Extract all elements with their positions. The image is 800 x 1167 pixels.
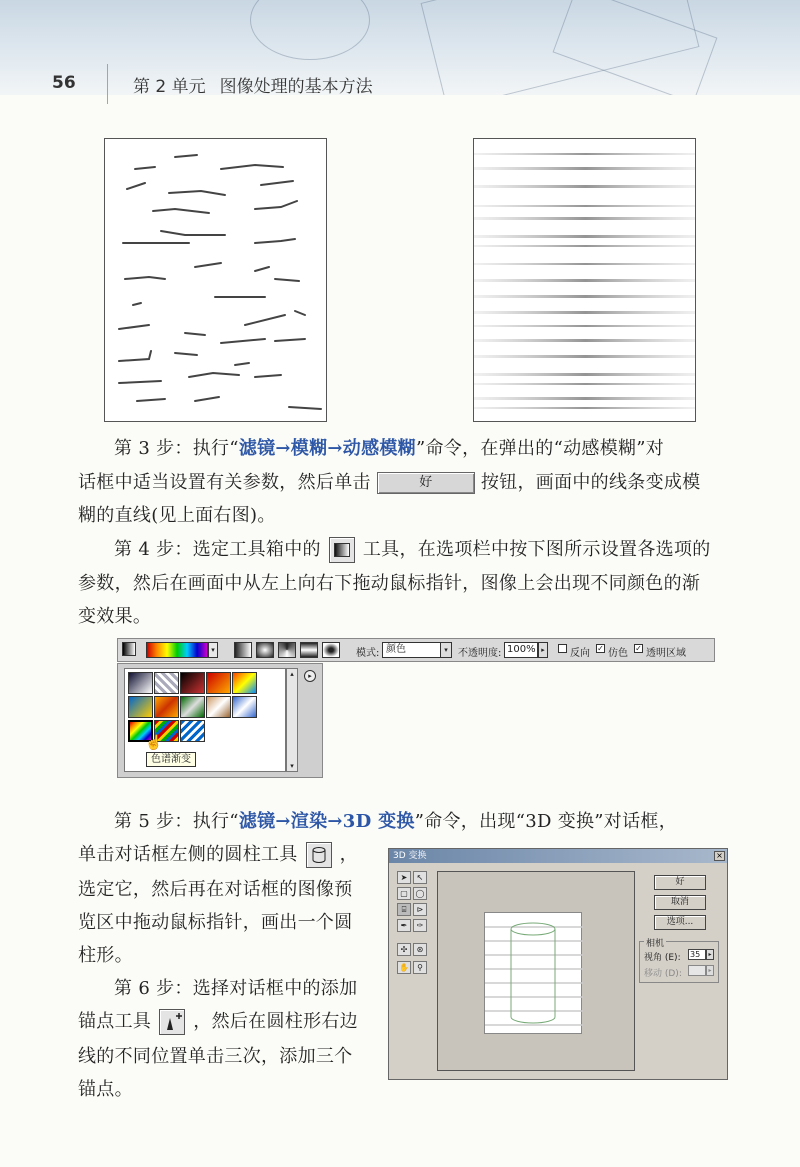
step3-menu-path: 滤镜→模糊→动感模糊 bbox=[238, 438, 416, 459]
step4-line1 bbox=[114, 533, 711, 566]
direct-select-icon[interactable]: ↖ bbox=[413, 871, 427, 884]
mode-label: 模式: bbox=[356, 648, 380, 659]
convert-point-icon[interactable]: ⊳ bbox=[413, 903, 427, 916]
scroll-up-icon[interactable]: ▴ bbox=[290, 670, 294, 678]
preview-image bbox=[484, 912, 582, 1034]
step6-line2-before: 锚点工具 bbox=[78, 1011, 152, 1032]
step6-line1: 第 6 步：选择对话框中的添加 bbox=[114, 978, 358, 999]
reverse-label: 反向 bbox=[570, 648, 590, 659]
step3-line1 bbox=[114, 432, 664, 465]
step5-line2-after: ， bbox=[339, 844, 358, 865]
gradient-swatch[interactable] bbox=[232, 696, 257, 718]
dither-checkbox[interactable]: ✓ bbox=[597, 644, 604, 653]
blurred-lines-drawing bbox=[474, 139, 696, 422]
step4-line1-before: 第 4 步：选定工具箱中的 bbox=[114, 539, 321, 560]
step4-line3: 变效果。 bbox=[78, 606, 152, 627]
step6-line4: 锚点。 bbox=[78, 1079, 133, 1100]
gradient-swatch-icon bbox=[334, 543, 350, 557]
random-lines-drawing bbox=[105, 139, 327, 422]
step6-line3: 线的不同位置单击三次，添加三个 bbox=[78, 1046, 353, 1067]
close-icon[interactable]: × bbox=[714, 851, 725, 861]
ok-button-image: 好 bbox=[377, 472, 475, 494]
pen-plus-glyph-icon bbox=[160, 1010, 184, 1034]
add-anchor-point-icon[interactable]: ✒ bbox=[397, 919, 411, 932]
preview-drawing bbox=[485, 913, 583, 1035]
preview-area[interactable] bbox=[437, 871, 635, 1071]
step3-line3: 糊的直线(见上面右图)。 bbox=[78, 505, 276, 526]
ok-button[interactable]: 好 bbox=[654, 875, 706, 890]
gradient-dropdown-icon[interactable]: ▾ bbox=[208, 642, 218, 658]
diamond-gradient-button[interactable] bbox=[322, 642, 340, 658]
picker-menu-icon[interactable]: ▸ bbox=[304, 670, 316, 682]
reverse-checkbox[interactable] bbox=[558, 644, 567, 653]
cylinder-glyph-icon bbox=[307, 843, 331, 867]
dialog-title: 3D 变换 bbox=[389, 849, 727, 863]
page-number: 56 bbox=[52, 73, 76, 93]
opacity-label: 不透明度: bbox=[458, 648, 502, 659]
step5-line1 bbox=[114, 805, 677, 838]
gradient-swatch[interactable] bbox=[154, 696, 179, 718]
dither-label: 仿色 bbox=[608, 648, 628, 659]
fov-input[interactable]: 35 bbox=[688, 949, 706, 960]
dolly-label: 移动 (D): bbox=[644, 969, 682, 979]
gradient-preview[interactable] bbox=[146, 642, 208, 658]
dolly-input[interactable] bbox=[688, 965, 706, 976]
unit-label: 第 2 单元 bbox=[133, 77, 206, 97]
fov-slider-icon[interactable]: ▸ bbox=[706, 949, 714, 960]
camera-group bbox=[639, 941, 719, 983]
select-arrow-icon[interactable]: ➤ bbox=[397, 871, 411, 884]
step4-line2: 参数，然后在画面中从左上向右下拖动鼠标指针，图像上会出现不同颜色的渐 bbox=[78, 573, 701, 594]
gradient-tool-icon bbox=[329, 537, 355, 563]
dialog-toolbox bbox=[397, 871, 431, 971]
pan-camera-icon[interactable]: ✣ bbox=[397, 943, 411, 956]
step3-line2-before: 话框中适当设置有关参数，然后单击 bbox=[78, 472, 371, 493]
step3-line1-rest: ”命令，在弹出的“动感模糊”对 bbox=[415, 438, 665, 459]
gradient-swatch[interactable] bbox=[128, 672, 153, 694]
gradient-options-bar bbox=[117, 638, 715, 662]
scroll-down-icon[interactable]: ▾ bbox=[290, 762, 294, 770]
gradient-swatch[interactable] bbox=[232, 672, 257, 694]
gradient-swatch[interactable] bbox=[180, 696, 205, 718]
unit-title: 图像处理的基本方法 bbox=[219, 77, 373, 97]
mode-dropdown-icon[interactable]: ▾ bbox=[440, 642, 452, 658]
header-divider bbox=[107, 64, 108, 104]
gradient-swatch[interactable] bbox=[154, 672, 179, 694]
3d-transform-dialog bbox=[388, 848, 728, 1080]
reflected-gradient-button[interactable] bbox=[300, 642, 318, 658]
step5-prefix: 第 5 步：执行“ bbox=[114, 811, 239, 832]
transparency-label: 透明区域 bbox=[646, 648, 686, 659]
running-header bbox=[133, 72, 373, 97]
trackball-icon[interactable]: ⊛ bbox=[413, 943, 427, 956]
canvas-motion-blur-lines bbox=[473, 138, 696, 422]
spectrum-tooltip: 色谱渐变 bbox=[146, 752, 196, 767]
step3-line2-after: 按钮，画面中的线条变成模 bbox=[480, 472, 701, 493]
linear-gradient-button[interactable] bbox=[234, 642, 252, 658]
cylinder-tool-icon[interactable]: ⌸ bbox=[397, 903, 411, 916]
step5-line2 bbox=[78, 838, 358, 871]
opacity-slider-icon[interactable]: ▸ bbox=[538, 642, 548, 658]
dolly-slider-icon[interactable]: ▸ bbox=[706, 965, 714, 976]
step3-prefix: 第 3 步：执行“ bbox=[114, 438, 239, 459]
angle-gradient-button[interactable] bbox=[278, 642, 296, 658]
mode-select[interactable]: 颜色 bbox=[382, 642, 452, 658]
step6-line2 bbox=[78, 1005, 358, 1038]
transparency-checkbox[interactable]: ✓ bbox=[635, 644, 642, 653]
canvas-random-lines bbox=[104, 138, 327, 422]
step5-menu-path: 滤镜→渲染→3D 变换 bbox=[238, 811, 415, 832]
add-anchor-point-icon bbox=[159, 1009, 185, 1035]
tool-preset-icon[interactable] bbox=[122, 642, 136, 656]
step5-line2-before: 单击对话框左侧的圆柱工具 bbox=[78, 844, 298, 865]
step5-line3: 选定它，然后再在对话框的图像预 bbox=[78, 879, 353, 900]
gradient-swatch[interactable] bbox=[206, 696, 231, 718]
fov-label: 视角 (E): bbox=[644, 953, 681, 963]
camera-group-label: 相机 bbox=[644, 936, 666, 949]
opacity-input[interactable]: 100% bbox=[504, 642, 538, 658]
cylinder-tool-icon bbox=[306, 842, 332, 868]
gradient-swatch[interactable] bbox=[128, 696, 153, 718]
options-button[interactable]: 选项... bbox=[654, 915, 706, 930]
gradient-swatch[interactable] bbox=[206, 672, 231, 694]
step5-line5: 柱形。 bbox=[78, 945, 133, 966]
decorative-device-outline bbox=[553, 0, 718, 95]
radial-gradient-button[interactable] bbox=[256, 642, 274, 658]
picker-scrollbar[interactable] bbox=[286, 668, 298, 772]
gradient-swatch[interactable] bbox=[180, 672, 205, 694]
step3-line2 bbox=[78, 466, 700, 499]
step4-line1-after: 工具，在选项栏中按下图所示设置各选项的 bbox=[362, 539, 711, 560]
sphere-tool-icon[interactable]: ◯ bbox=[413, 887, 427, 900]
step5-line1-rest: ”命令，出现“3D 变换”对话框， bbox=[414, 811, 677, 832]
decorative-circle bbox=[250, 0, 370, 60]
cube-tool-icon[interactable]: ▢ bbox=[397, 887, 411, 900]
hand-tool-icon[interactable]: ✋ bbox=[397, 961, 411, 974]
cursor-hand-icon: ☝ bbox=[145, 735, 163, 751]
delete-anchor-point-icon[interactable]: ✑ bbox=[413, 919, 427, 932]
page-header-band bbox=[0, 0, 800, 95]
gradient-swatch[interactable] bbox=[180, 720, 205, 742]
cancel-button[interactable]: 取消 bbox=[654, 895, 706, 910]
step5-line4: 览区中拖动鼠标指针，画出一个圆 bbox=[78, 912, 353, 933]
zoom-tool-icon[interactable]: ⚲ bbox=[413, 961, 427, 974]
step6-line2-after: ，然后在圆柱形右边 bbox=[193, 1011, 358, 1032]
